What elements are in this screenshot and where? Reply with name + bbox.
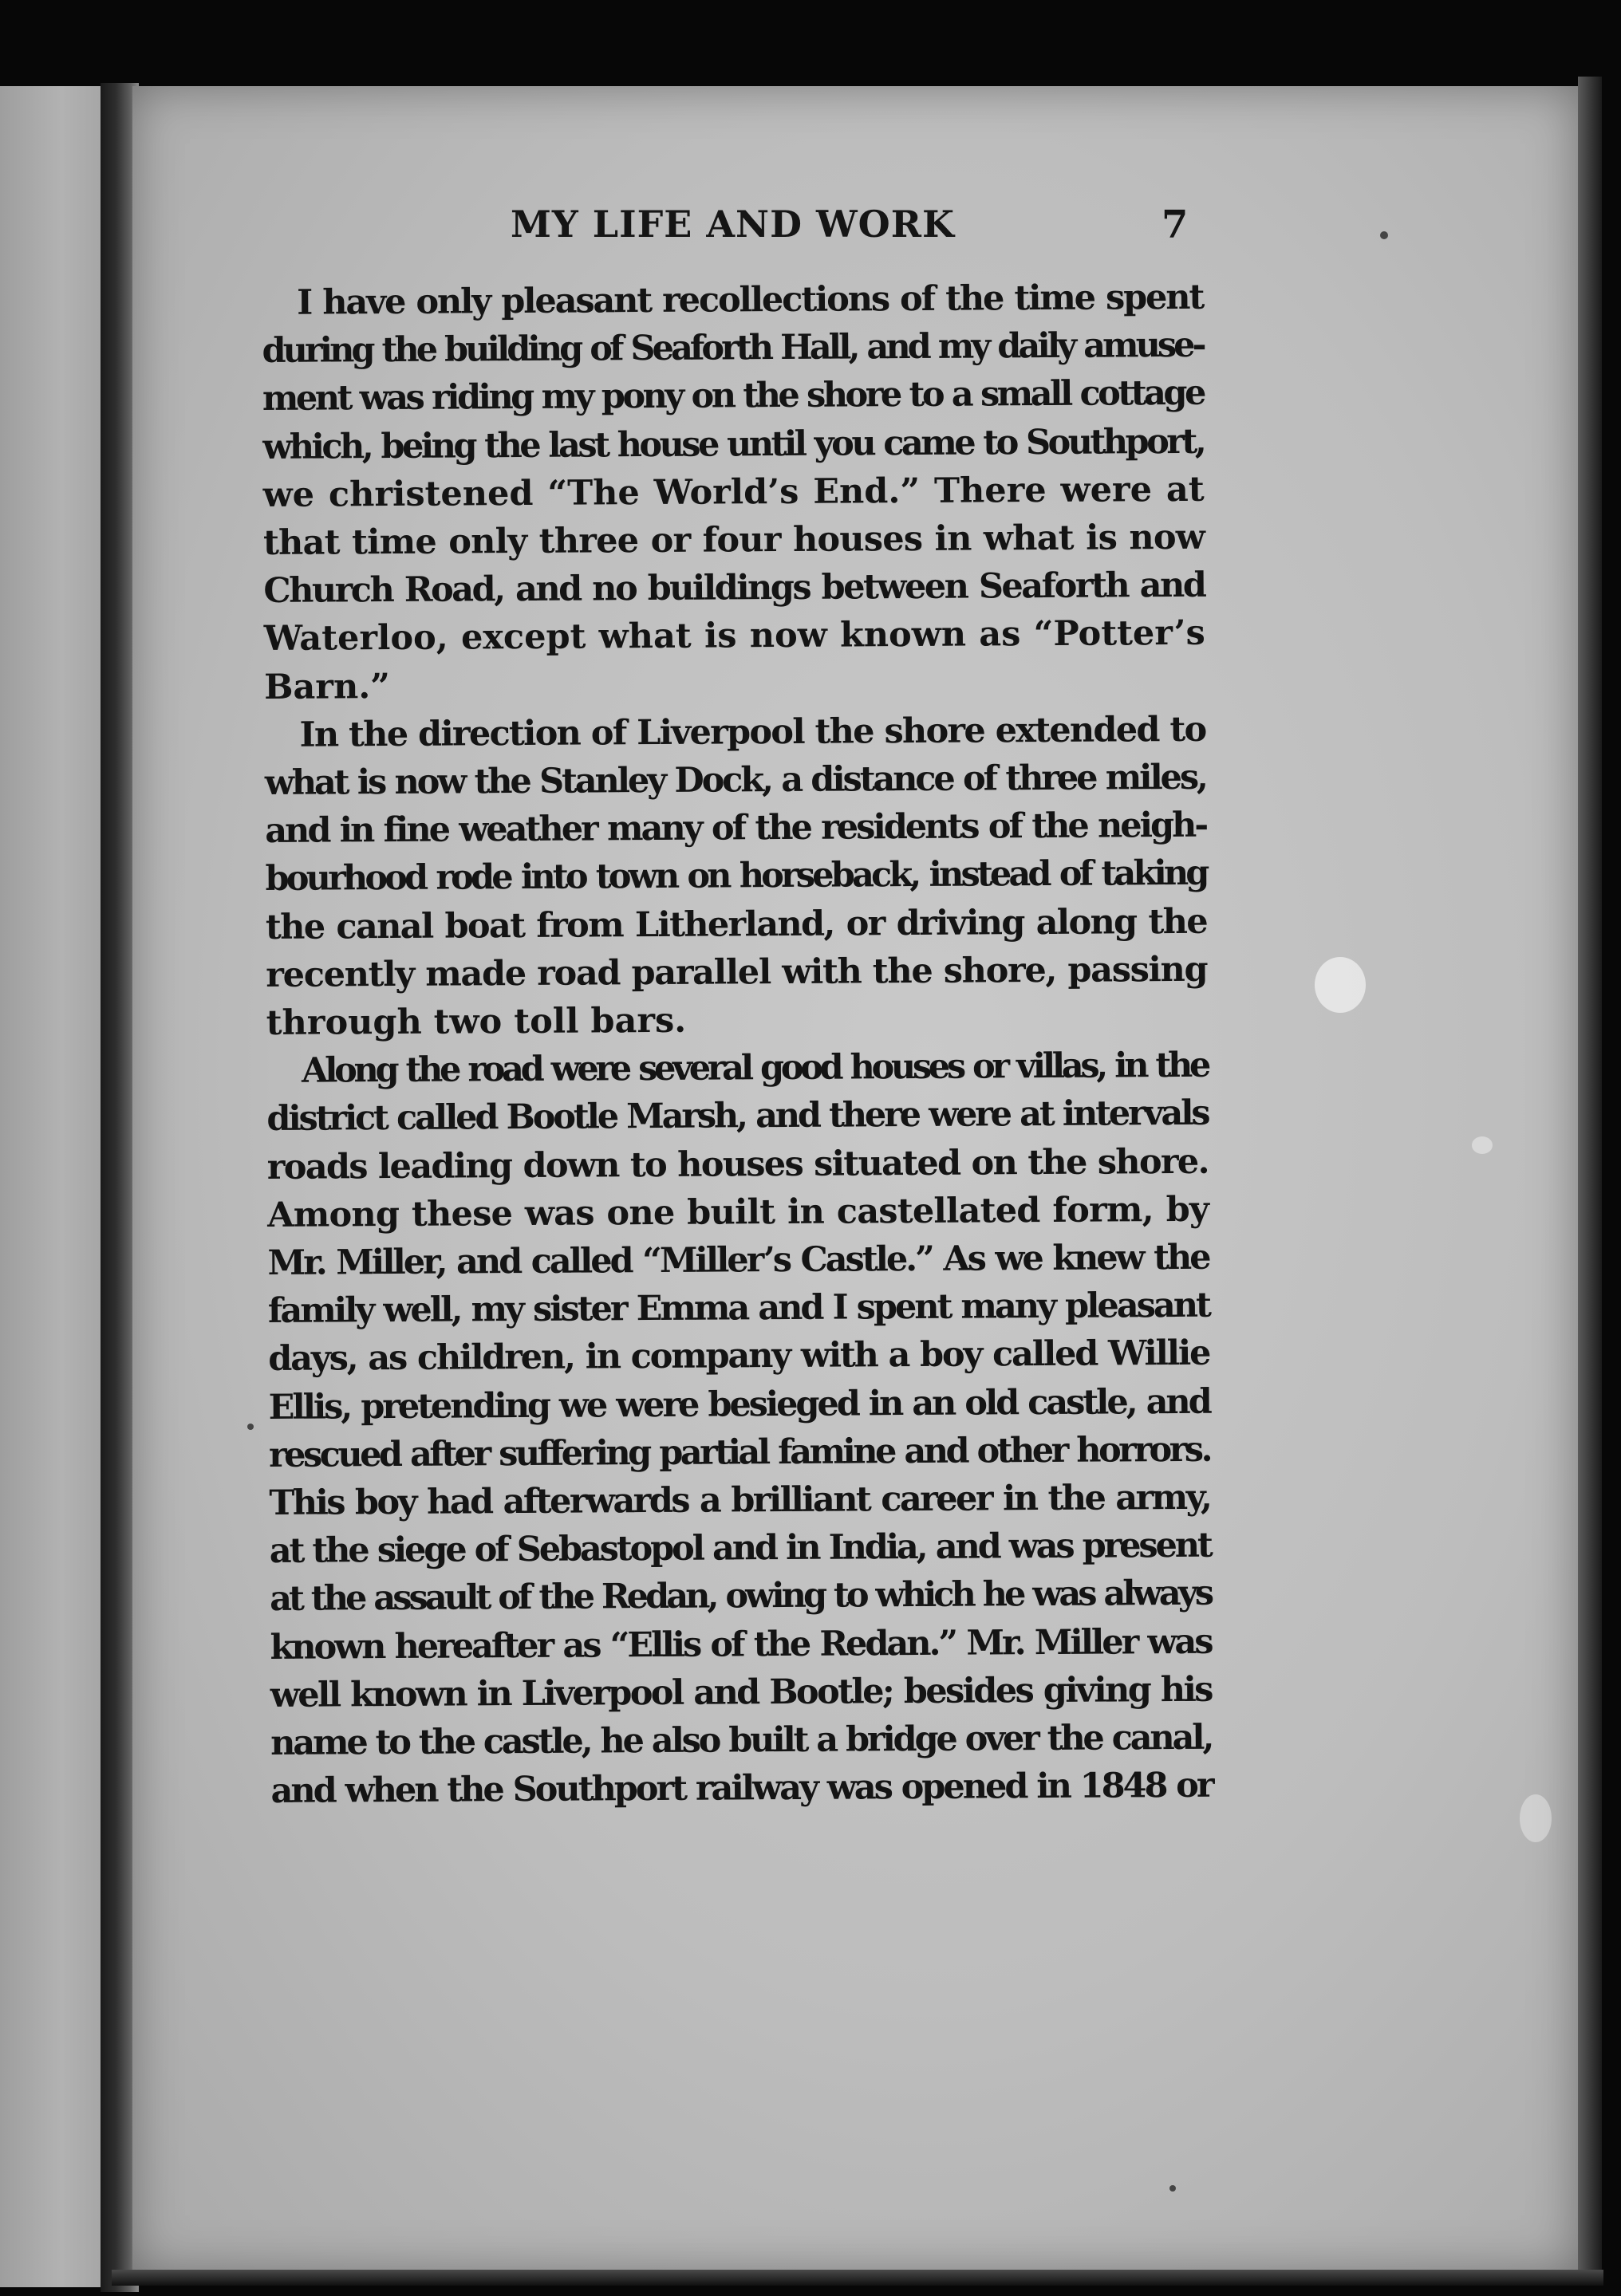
- text-line: rescued after suffering partial famine and other horrors.: [268, 1429, 1211, 1475]
- text-line: Barn.”: [263, 666, 391, 707]
- scan-speck: [247, 1424, 254, 1430]
- text-line: what is now the Stanley Dock, a distance of three miles,: [264, 757, 1206, 804]
- text-line: we christened “The World’s End.” There were at: [262, 469, 1205, 515]
- body-text: [262, 274, 1213, 1816]
- page-edge-bottom: [112, 2270, 1603, 2286]
- text-line: district called Bootle Marsh, and there were at intervals: [266, 1093, 1209, 1140]
- text-line: Church Road, and no buildings between Seaforth and: [263, 565, 1205, 612]
- text-line: Along the road were several good houses or villas, in the: [301, 1046, 1209, 1091]
- text-line: bourhood rode into town on horseback, instead of taking: [265, 853, 1207, 900]
- paragraph: [262, 274, 1205, 711]
- text-line: known hereafter as “Ellis of the Redan.” Mr. Miller was: [270, 1621, 1212, 1668]
- text-line: during the building of Seaforth Hall, and my daily amuse-: [262, 325, 1204, 372]
- text-line: days, as children, in company with a boy called Willie: [268, 1333, 1210, 1380]
- text-line: I have only pleasant recollections of the time spent: [297, 277, 1204, 323]
- text-line: at the assault of the Redan, owing to which he was always: [269, 1573, 1212, 1620]
- text-line: through two toll bars.: [266, 1000, 687, 1044]
- text-line: family well, my sister Emma and I spent many pleasant: [267, 1286, 1210, 1332]
- scan-speck: [1520, 1794, 1552, 1842]
- text-line: at the siege of Sebastopol and in India, and was present: [269, 1526, 1211, 1572]
- text-line: well known in Liverpool and Bootle; besides giving his: [270, 1669, 1212, 1715]
- paragraph: [266, 1042, 1213, 1815]
- text-line: name to the castle, he also built a bridge over the canal,: [270, 1717, 1213, 1764]
- text-line: and when the Southport railway was opened in 1848 or: [270, 1766, 1213, 1812]
- page-number: 7: [1162, 203, 1189, 247]
- text-line: roads leading down to houses situated on the shore.: [266, 1141, 1209, 1187]
- text-line: the canal boat from Litherland, or driving along the: [265, 901, 1208, 947]
- text-line: Waterloo, except what is now known as “Potter’s: [263, 613, 1205, 660]
- running-title: MY LIFE AND WORK: [511, 203, 955, 246]
- scan-speck: [1380, 231, 1388, 239]
- text-line: and in fine weather many of the residents of the neigh-: [265, 805, 1207, 852]
- scan-speck: [1169, 2185, 1176, 2192]
- paragraph: [264, 706, 1208, 1048]
- text-line: ment was riding my pony on the shore to a small cottage: [262, 373, 1205, 419]
- text-line: recently made road parallel with the shore, passing: [266, 949, 1208, 995]
- text-line: Among these was one built in castellated form, by: [267, 1189, 1209, 1235]
- page-edge-right: [1578, 77, 1602, 2286]
- text-line: which, being the last house until you came to Southport,: [262, 421, 1205, 467]
- text-line: Ellis, pretending we were besieged in an old castle, and: [268, 1381, 1210, 1428]
- text-line: In the direction of Liverpool the shore extended to: [299, 709, 1206, 755]
- scan-speck: [1315, 957, 1366, 1013]
- text-line: Mr. Miller, and called “Miller’s Castle.” As we knew the: [267, 1237, 1209, 1284]
- page-header: [495, 203, 1213, 258]
- scan-speck: [1472, 1136, 1493, 1154]
- text-line: that time only three or four houses in what is now: [262, 517, 1205, 564]
- facing-page-edge: [0, 86, 102, 2287]
- text-line: This boy had afterwards a brilliant career in the army,: [269, 1477, 1211, 1524]
